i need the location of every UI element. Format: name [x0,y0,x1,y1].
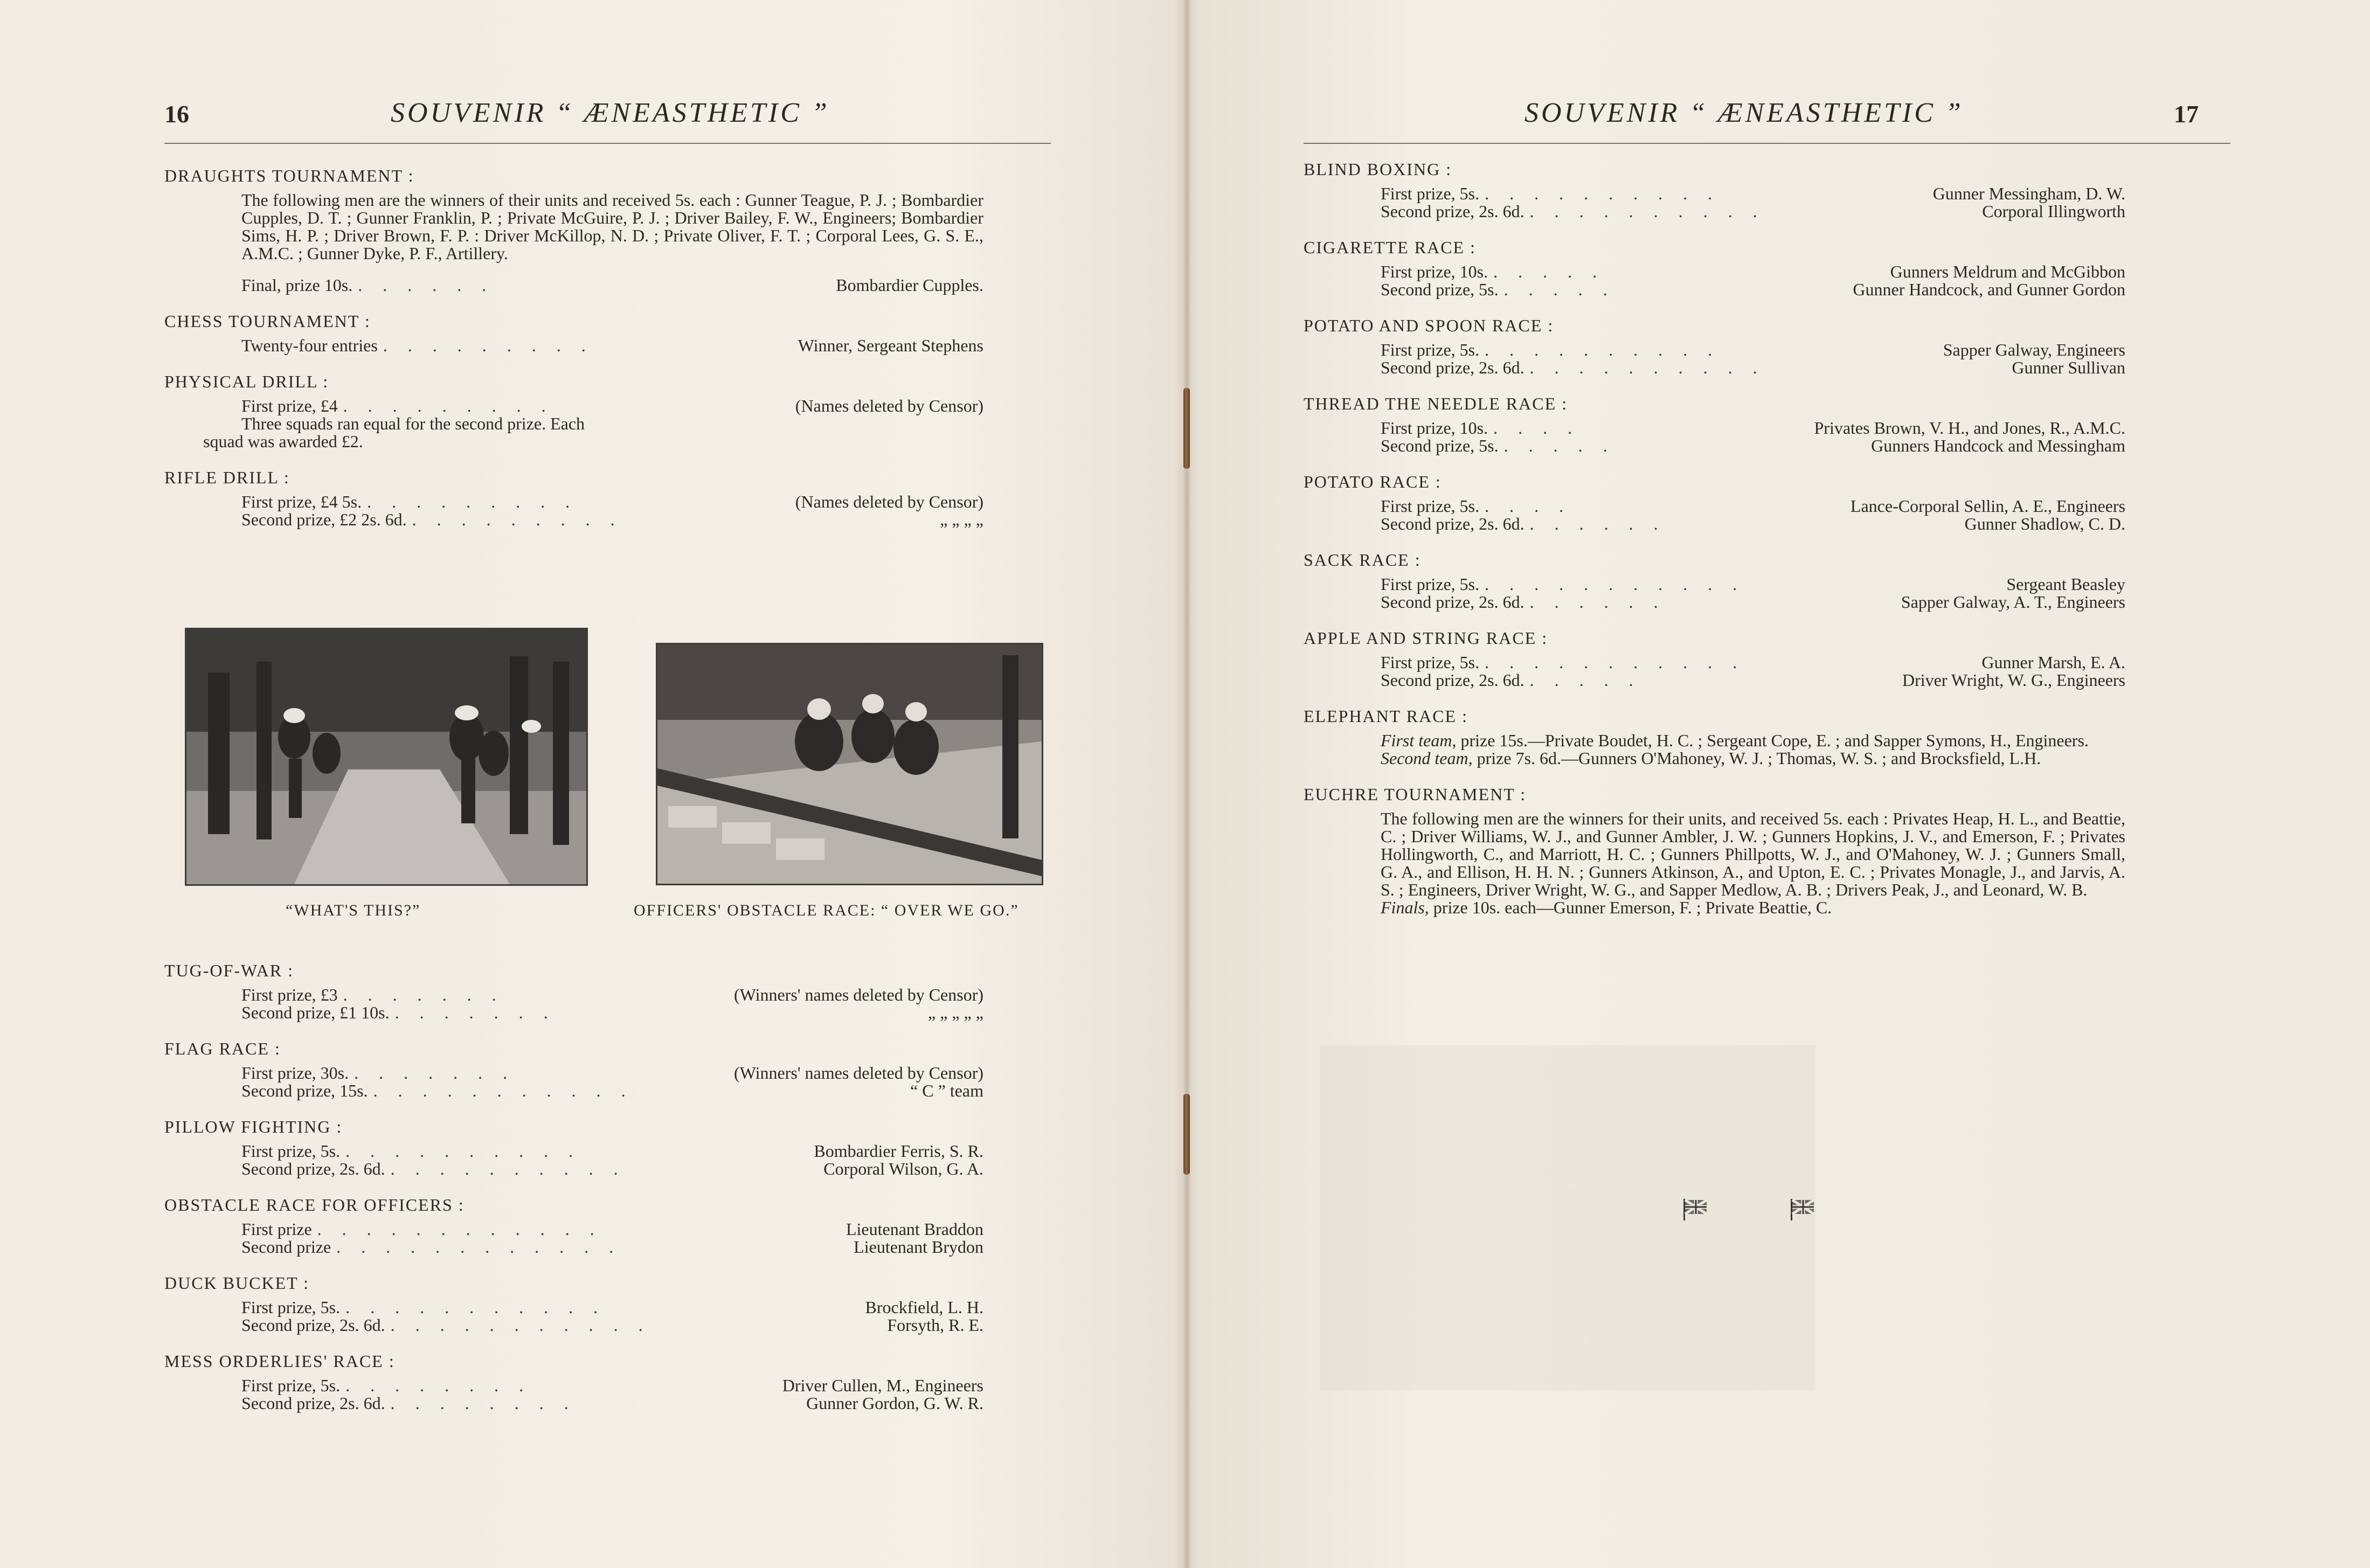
show-through-plate [1320,1045,1815,1390]
draughts-paragraph: The following men are the winners of their units and received 5s. each : Gunner Teague, P. J. ; Bombardier Cupples, D. T. ; Gunner Franklin, P. ; Private McGuire, P. J. ; Driver Bailey, F. W., Engineers; Bombardier Sims, H. P. ; Driver Brown, F. P. : Driver McKillop, N. D. ; Private Oliver, F. T. ; Corporal Lees, G. S. E., A.M.C. ; Gunner Dyke, P. F., Artillery. [241,190,983,263]
mess-orderlies-section [164,1352,983,1412]
second-prize-entry: Second prize, £1 10s. ....... „ „ „ „ „ [241,1003,983,1022]
duck-bucket-section [164,1274,983,1334]
blind-boxing-section [1304,161,2125,220]
second-prize-entry: Second prize ............ Lieutenant Brydon [241,1237,983,1257]
officers-obstacle-section [164,1196,983,1256]
physical-drill-section [164,373,983,450]
obstacle-race-photo [656,643,1043,885]
potato-race-section [1304,473,2125,533]
second-prize-entry: Second prize, 2s. 6d. .......... Corporal Wilson, G. A. [241,1159,983,1178]
chess-section [164,313,983,355]
first-prize-entry: First prize, £4 5s. ......... (Names deleted by Censor) [241,492,983,511]
section-heading: RIFLE DRILL : [164,468,290,487]
second-prize-entry: Second prize, 15s. ........... “ C ” team [241,1081,983,1100]
section-heading: POTATO RACE : [1304,472,1442,491]
page-number: 17 [2174,100,2199,128]
section-heading: EUCHRE TOURNAMENT : [1304,785,1527,804]
photo-caption-left: “WHAT'S THIS?” [286,901,421,919]
flag-race-section [164,1040,983,1100]
crowd-on-deck-photo [185,628,588,886]
first-prize-entry: First prize, 5s. ........... Sergeant Beasley [1381,574,2125,594]
tug-of-war-section [164,962,983,1022]
section-heading: SACK RACE : [1304,550,1421,570]
section-heading: MESS ORDERLIES' RACE : [164,1351,395,1371]
section-heading: CHESS TOURNAMENT : [164,311,371,331]
first-prize-entry: First prize, 30s. ....... (Winners' names deleted by Censor) [241,1063,983,1083]
second-team-entry: Second team, prize 7s. 6d.—Gunners O'Mahoney, W. J. ; Thomas, W. S. ; and Brocksfield, L.H. [1381,748,2041,768]
section-heading: THREAD THE NEEDLE RACE : [1304,394,1568,413]
first-prize-entry: First prize ............ Lieutenant Braddon [241,1219,983,1239]
second-prize-entry: Second prize, 2s. 6d. .......... Corporal Illingworth [1381,202,2125,221]
section-heading: APPLE AND STRING RACE : [1304,628,1548,648]
running-head: SOUVENIR “ ÆNEASTHETIC ” [391,98,830,128]
section-heading: DUCK BUCKET : [164,1273,309,1293]
physical-note-cont: squad was awarded £2. [203,432,363,451]
section-heading: BLIND BOXING : [1304,159,1452,179]
section-heading: DRAUGHTS TOURNAMENT : [164,166,414,185]
second-prize-entry: Second prize, 2s. 6d. ...... Gunner Shadlow, C. D. [1381,514,2125,533]
second-prize-entry: Second prize, 5s. ..... Gunner Handcock, and Gunner Gordon [1381,280,2125,299]
second-prize-entry: Second prize, 2s. 6d. .......... Gunner Sullivan [1381,358,2125,377]
chess-entry: Twenty-four entries ......... Winner, Sergeant Stephens [241,336,983,355]
first-prize-entry: First prize, £3 ....... (Winners' names deleted by Censor) [241,985,983,1004]
first-prize-entry: First prize, 5s. .......... Bombardier Ferris, S. R. [241,1141,983,1161]
second-prize-entry: Second prize, 2s. 6d. ........... Forsyth, R. E. [241,1315,983,1335]
second-prize-entry: Second prize, £2 2s. 6d. ......... „ „ „ „ [241,510,983,529]
running-head: SOUVENIR “ ÆNEASTHETIC ” [1524,98,1964,128]
section-heading: TUG-OF-WAR : [164,961,294,980]
second-prize-entry: Second prize, 2s. 6d. ........ Gunner Gordon, G. W. R. [241,1393,983,1413]
potato-spoon-section [1304,317,2125,377]
elephant-race-section [1304,707,2125,767]
first-prize-entry: First prize, 10s. .... Privates Brown, V. H., and Jones, R., A.M.C. [1381,418,2125,438]
header-rule [1304,143,2230,144]
euchre-section [1304,786,2125,917]
upper-results [164,167,983,547]
first-prize-entry: First prize, 5s. .......... Sapper Galway, Engineers [1381,340,2125,359]
euchre-paragraph: The following men are the winners for their units, and received 5s. each : Privates Heap, H. L., and Beattie, C. ; Driver Williams, W. J., and Gunner Ambler, J. W. ; Gunners Hopkins, J. V., and Emerson, F. ; Privates Hollingworth, C., and Marriott, H. C. ; Gunners Phillpotts, W. J., and O'Mahoney, W. J. ; Gunners Small, G. A., and Ellison, H. H. N. ; Gunners Atkinson, A., and Upton, E. C. ; Privates Monagle, J., and Jarvis, A. S. ; Engineers, Driver Wright, W. G., and Sapper Medlow, A. B. ; Drivers Peak, J., and Leonard, W. B. [1381,809,2125,899]
first-team-entry: First team, prize 15s.—Private Boudet, H. C. ; Sergeant Cope, E. ; and Sapper Symons, H., Engineers. [1381,731,2089,750]
physical-note: Three squads ran equal for the second prize. Each [241,414,585,433]
first-prize-entry: First prize, 5s. ........... Gunner Marsh, E. A. [1381,653,2125,672]
cigarette-race-section [1304,239,2125,299]
section-heading: PHYSICAL DRILL : [164,372,329,391]
header-rule [164,143,1051,144]
section-heading: FLAG RACE : [164,1039,281,1058]
first-prize-entry: First prize, 5s. ........ Driver Cullen, M., Engineers [241,1376,983,1395]
section-heading: OBSTACLE RACE FOR OFFICERS : [164,1195,465,1215]
sack-race-section [1304,551,2125,611]
right-page [1185,0,2370,1568]
first-prize-entry: First prize, 5s. .... Lance-Corporal Sellin, A. E., Engineers [1381,496,2125,516]
second-prize-entry: Second prize, 2s. 6d. ...... Sapper Galway, A. T., Engineers [1381,592,2125,612]
pillow-fighting-section [164,1118,983,1178]
photo-caption-right: OFFICERS' OBSTACLE RACE: “ OVER WE GO.” [634,901,1019,919]
lower-results [164,962,983,1431]
right-results [1304,161,2125,935]
page-number: 16 [164,100,189,128]
euchre-finals: Finals, prize 10s. each—Gunner Emerson, F. ; Private Beattie, C. [1381,898,1832,917]
section-heading: ELEPHANT RACE : [1304,706,1468,726]
thread-needle-section [1304,395,2125,455]
section-heading: CIGARETTE RACE : [1304,238,1476,257]
first-prize-entry: First prize, 10s. ..... Gunners Meldrum and McGibbon [1381,262,2125,281]
union-flag-icon [1791,1199,1814,1220]
draughts-section [164,167,983,294]
second-prize-entry: Second prize, 5s. ..... Gunners Handcock and Messingham [1381,436,2125,455]
rifle-drill-section [164,469,983,529]
second-prize-entry: Second prize, 2s. 6d. ..... Driver Wright, W. G., Engineers [1381,670,2125,690]
section-heading: PILLOW FIGHTING : [164,1117,343,1136]
union-flag-icon [1683,1199,1707,1220]
draughts-final-entry: Final, prize 10s. ...... Bombardier Cupples. [241,275,983,295]
section-heading: POTATO AND SPOON RACE : [1304,316,1554,335]
first-prize-entry: First prize, 5s. .......... Gunner Messingham, D. W. [1381,184,2125,203]
first-prize-entry: First prize, £4 ......... (Names deleted by Censor) [241,396,983,415]
apple-string-section [1304,629,2125,689]
first-prize-entry: First prize, 5s. ........... Brockfield, L. H. [241,1298,983,1317]
